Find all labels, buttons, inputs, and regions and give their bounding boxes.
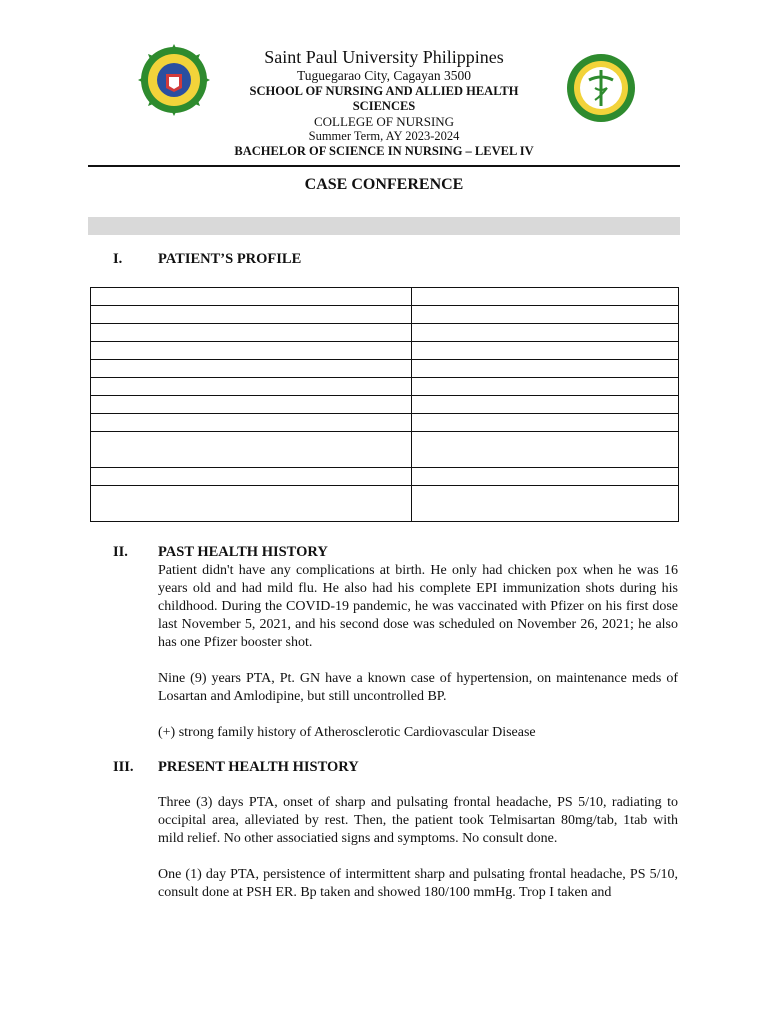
table-cell <box>91 486 412 522</box>
table-row <box>91 414 679 432</box>
table-cell <box>91 378 412 396</box>
college-name: COLLEGE OF NURSING <box>313 114 455 129</box>
table-row <box>91 342 679 360</box>
school-name: SCHOOL OF NURSING AND ALLIED HEALTH SCIENCES <box>249 84 519 113</box>
table-row <box>91 486 679 522</box>
present-history-paragraph-1: Three (3) days PTA, onset of sharp and pulsating frontal headache, PS 5/10, radiating to occipital area, alleviated by rest. Then, the patient took Telmisartan 80mg/tab, 1tab with mild relief. No other associatied signs and symptoms. No consult done. <box>158 795 678 846</box>
shaded-band <box>88 217 680 235</box>
table-cell <box>91 288 412 306</box>
section-title: PAST HEALTH HISTORY <box>158 544 328 560</box>
table-row <box>91 288 679 306</box>
table-cell <box>412 360 679 378</box>
university-name: Saint Paul University Philippines <box>264 47 504 67</box>
section-number: II. <box>113 544 128 560</box>
section-title: PRESENT HEALTH HISTORY <box>158 759 359 775</box>
section-number: III. <box>113 759 134 775</box>
table-cell <box>91 306 412 324</box>
table-row <box>91 432 679 468</box>
table-row <box>91 324 679 342</box>
table-cell <box>412 486 679 522</box>
program-name: BACHELOR OF SCIENCE IN NURSING – LEVEL IV <box>234 144 534 158</box>
table-cell <box>91 414 412 432</box>
table-row <box>91 360 679 378</box>
present-history-paragraph-2: One (1) day PTA, persistence of intermittent sharp and pulsating frontal headache, PS 5/10, consult done at PSH ER. Bp taken and showed 180/100 mmHg. Trop I taken and <box>158 867 678 900</box>
table-cell <box>91 342 412 360</box>
past-history-paragraph-1: Patient didn't have any complications at birth. He only had chicken pox when he was 16 years old and had mild flu. He also had his complete EPI immunization shots during his childhood. During the COVID-19 pandemic, he was vaccinated with Pfizer on his first dose last November 5, 2021, and his second dose was scheduled on November 26, 2021; he also has one Pfizer booster shot. <box>158 563 678 650</box>
table-cell <box>412 288 679 306</box>
table-row <box>91 468 679 486</box>
table-cell <box>412 414 679 432</box>
nursing-college-seal-logo <box>565 52 637 124</box>
past-history-paragraph-3: (+) strong family history of Atherosclerotic Cardiovascular Disease <box>158 725 536 740</box>
table-cell <box>412 324 679 342</box>
table-cell <box>91 396 412 414</box>
section-title: PATIENT’S PROFILE <box>158 251 302 267</box>
table-cell <box>91 468 412 486</box>
past-history-paragraph-2: Nine (9) years PTA, Pt. GN have a known case of hypertension, on maintenance meds of Losartan and Amlodipine, but still uncontrolled BP. <box>158 671 678 704</box>
table-cell <box>91 360 412 378</box>
document-title: CASE CONFERENCE <box>304 176 464 193</box>
table-row <box>91 378 679 396</box>
table-cell <box>412 396 679 414</box>
table-cell <box>91 432 412 468</box>
section-number: I. <box>113 251 123 267</box>
table-cell <box>412 306 679 324</box>
university-address: Tuguegarao City, Cagayan 3500 <box>296 68 472 83</box>
table-row <box>91 306 679 324</box>
document-header <box>180 46 588 159</box>
table-cell <box>412 342 679 360</box>
patient-profile-table <box>90 287 679 522</box>
table-row <box>91 396 679 414</box>
header-divider <box>88 165 680 167</box>
table-cell <box>412 378 679 396</box>
table-cell <box>412 432 679 468</box>
table-cell <box>91 324 412 342</box>
table-cell <box>412 468 679 486</box>
academic-term: Summer Term, AY 2023-2024 <box>308 129 460 143</box>
